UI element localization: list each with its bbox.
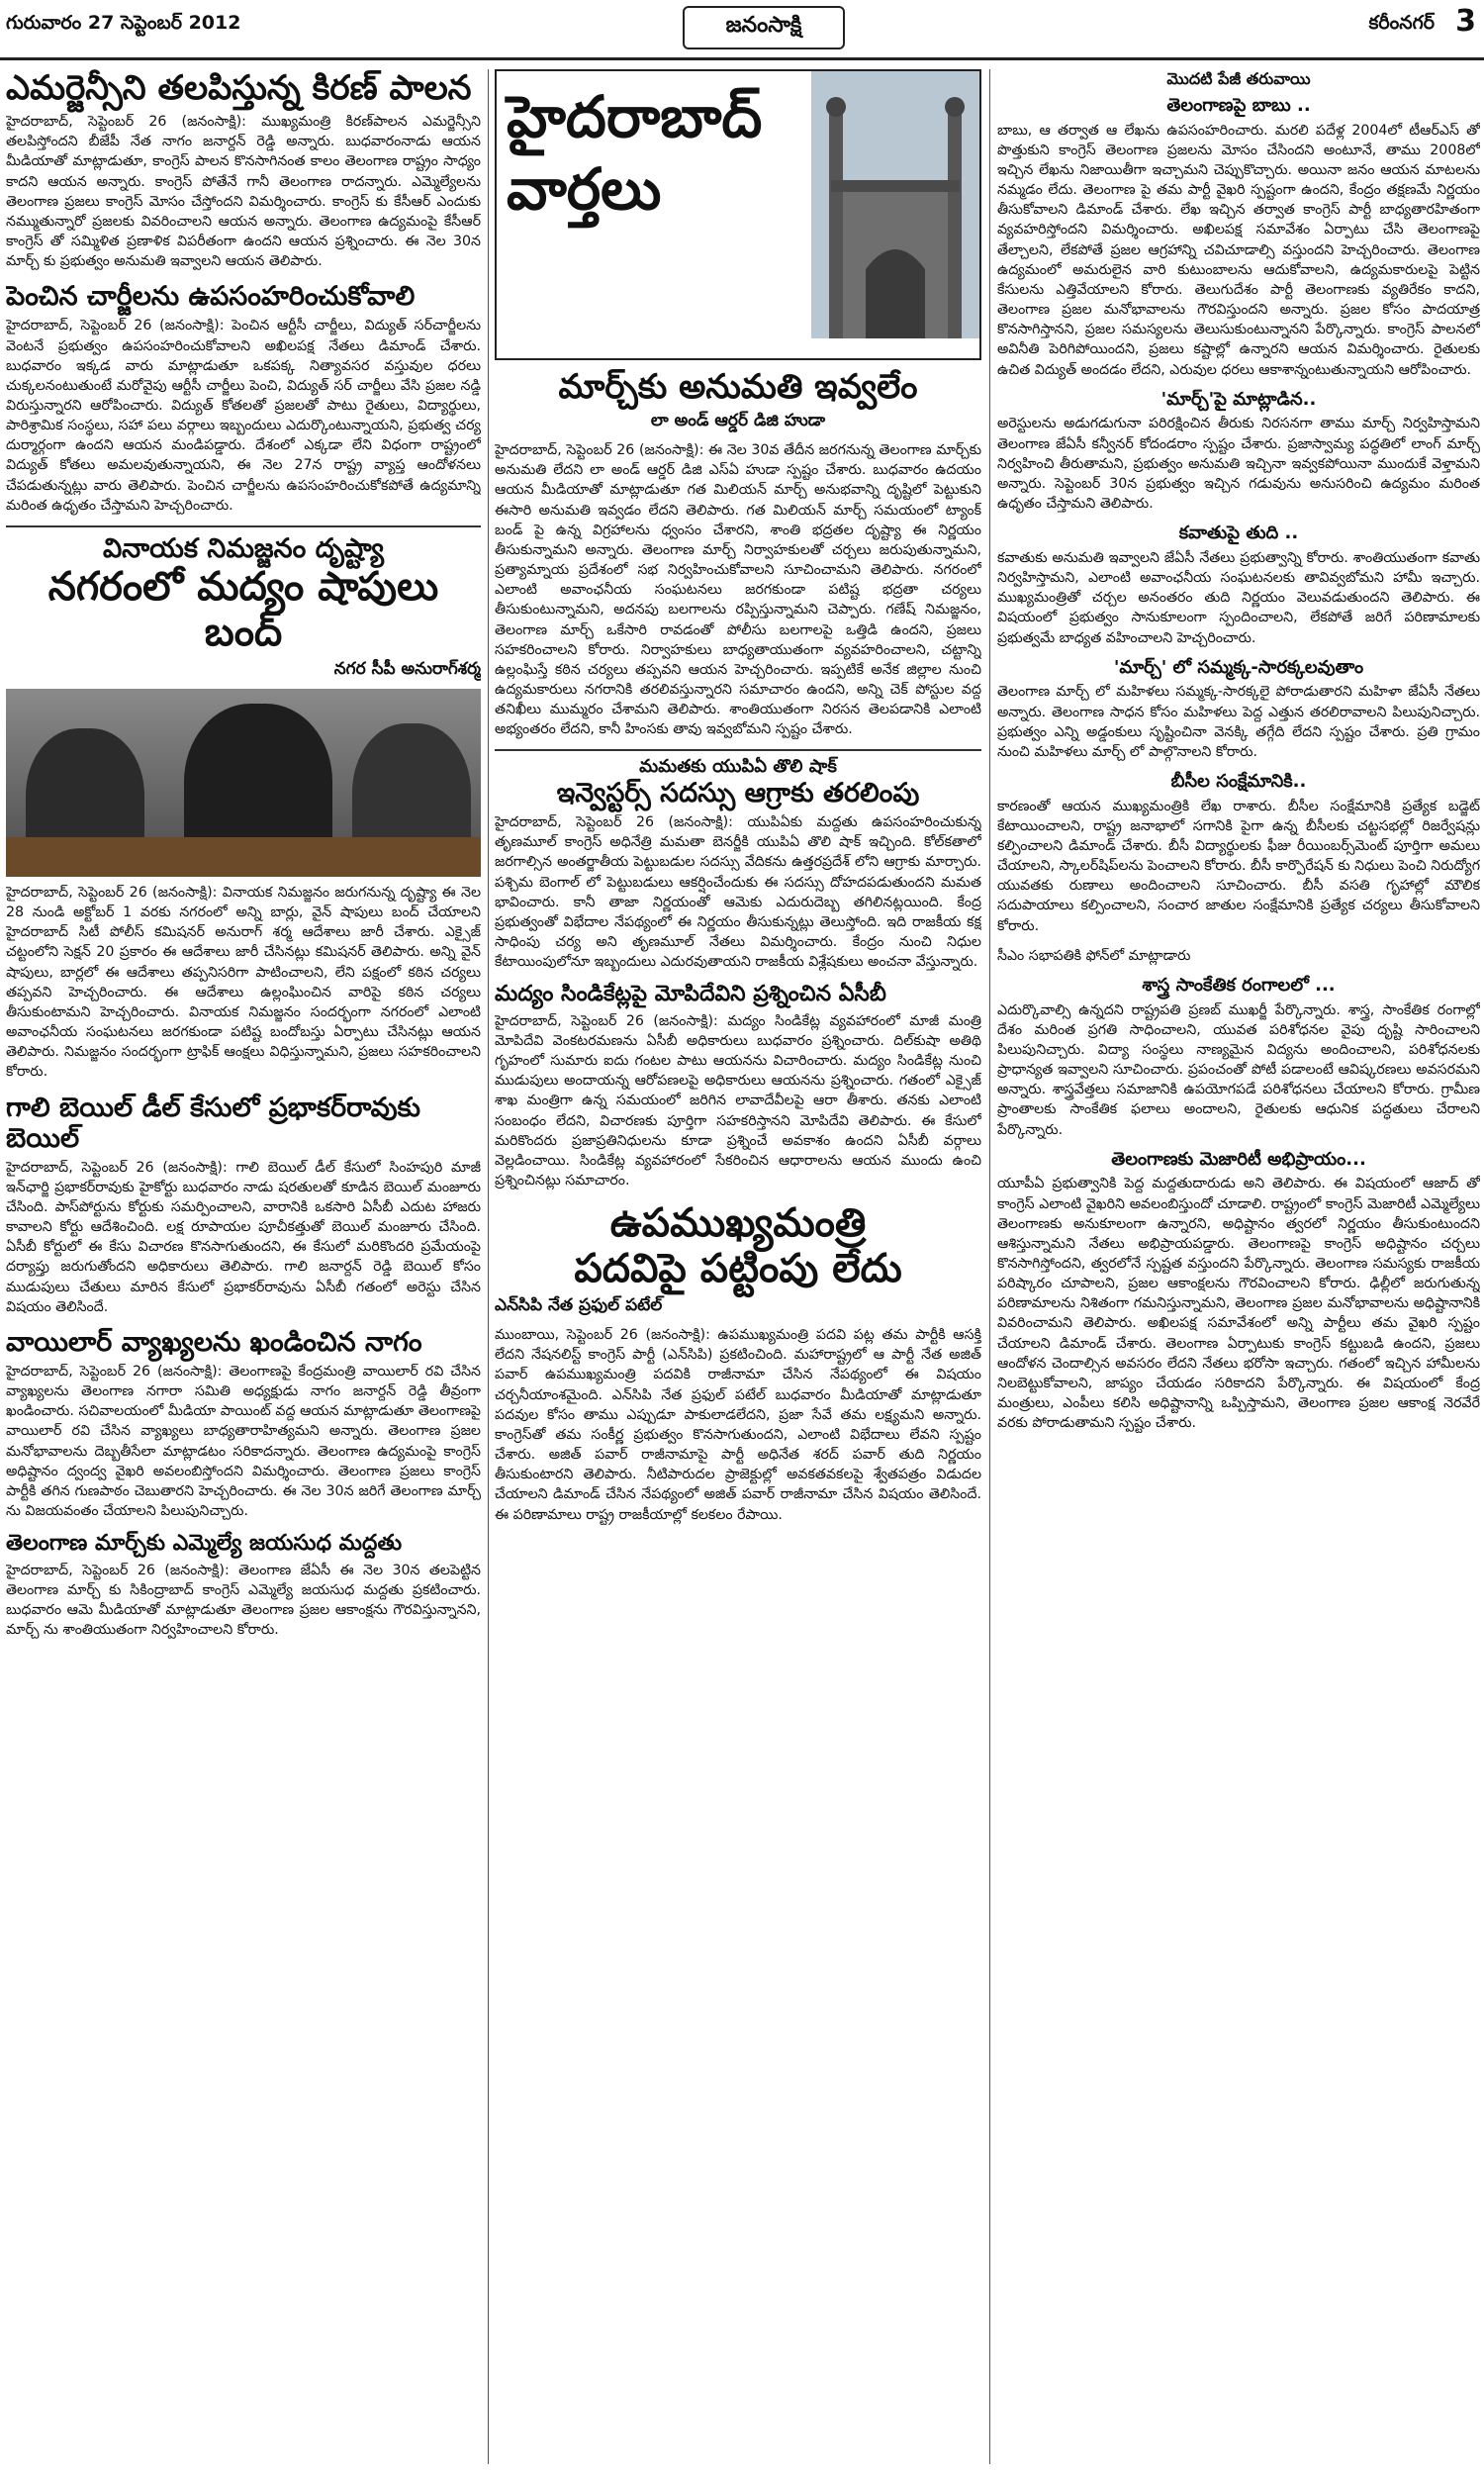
column-divider bbox=[989, 69, 990, 2464]
headline: 'మార్చ్' లో సమ్మక్క-సారక్కలవుతాం bbox=[1113, 656, 1364, 678]
article-body: హైదరాబాద్, సెప్టెంబర్ 26 (జనంసాక్షి): గాలి బెయిల్ డీల్ కేసులో సింహపురి మాజీ ఇన్‌ఛార్జి ప్రభాకర్‌రావుకు హైకోర్టు బుధవారం నాడు షరతులతో కూడిన బెయిల్ మంజూరు చేసింది. పాస్‌పోర్టును కోర్టుకు సమర్పించాలని, వారానికి ఒకసారి ఏసీబీ ఎదుట హాజరు కావాలని కోర్టు ఆదేశించింది. లక్ష రూపాయల పూచీకత్తుతో బెయిల్ మంజూరు చేసింది. ఏసీబీ కోర్టులో ఈ కేసు విచారణ కొనసాగుతుందని, ఈ కేసులో మరికొందరి ప్రమేయంపై దర్యాప్తు జరుగుతోందని అధికారులు తెలిపారు. గాలి జనార్దన్ రెడ్డి బెయిల్ కోసం ముడుపులు చేతులు మారిన కేసులో ప్రభాకర్‌రావును ఏసీబీ గతంలో అరెస్టు చేసిన విషయం తెలిసిందే. bbox=[6, 1159, 481, 1315]
article-note: సీఎం సభాపతికి ఫోన్‌లో మాట్లాడారు bbox=[997, 947, 1191, 964]
charminar-illustration bbox=[811, 71, 979, 338]
headline: తెలంగాణ మార్చ్‌కు ఎమ్మెల్యే జయసుధ మద్దతు bbox=[6, 1531, 403, 1557]
article-body: అరెస్టులను అడుగడుగునా పరిరక్షించిన తీరుకు నిరసనగా తాము మార్చ్ నిర్వహిస్తామని తెలంగాణ జేఏసీ కన్వీనర్ కోదండరాం స్పష్టం చేశారు. ప్రజాస్వామ్య పద్ధతిలో లాంగ్ మార్చ్ నిర్వహించి తీరుతామని, ప్రభుత్వం అనుమతి ఇచ్చినా ఇవ్వకపోయినా ముందుకే వెళ్తామని అన్నారు. సెప్టెంబర్ 30న ప్రభుత్వం ఇచ్చిన గడువును అనుసరించి ఉద్యమం మరింత ఉధృతం చేస్తామని తెలిపారు. bbox=[997, 416, 1480, 513]
headline: ఎమర్జెన్సీని తలపిస్తున్న కిరణ్ పాలన bbox=[6, 69, 472, 108]
article-body: కారణంతో ఆయన ముఖ్యమంత్రికి లేఖ రాశారు. బీసీల సంక్షేమానికి ప్రత్యేక బడ్జెట్ కేటాయించాలని, రాష్ట్ర జనాభాలో సగానికి పైగా ఉన్న బీసీలకు చట్టసభల్లో రిజర్వేషన్లు కల్పించాలని డిమాండ్ చేశారు. బీసీ విద్యార్థులకు ఫీజు రీయింబర్స్‌మెంట్ పూర్తిగా అమలు చేయాలని, స్కాలర్‌షిప్‌లను పెంచాలని కోరారు. బీసీ కార్పొరేషన్ కు నిధులు పెంచి నిరుద్యోగ యువతకు రుణాలు అందించాలని సూచించారు. బీసీ వసతి గృహాల్లో మౌలిక సదుపాయాలు కల్పించాలని, సంచార జాతుల సంక్షేమానికి ప్రత్యేక చర్యలు తీసుకోవాలని కోరారు. bbox=[997, 798, 1480, 934]
issue-date: గురువారం 27 సెప్టెంబర్ 2012 bbox=[6, 12, 241, 34]
newspaper-logo: జనంసాక్షి bbox=[683, 6, 845, 49]
article-body: హైదరాబాద్, సెప్టెంబర్ 26 (జనంసాక్షి): వినాయక నిమజ్జనం జరుగనున్న దృష్ట్యా ఈ నెల 28 నుండి అక్టోబర్ 1 వరకు నగరంలో అన్ని బార్లు, వైన్ షాపులు బంద్ చేయాలని హైదరాబాద్ సిటీ పోలీస్ కమిషనర్ అనురాగ్ శర్మ ఆదేశాలు జారీ చేశారు. ఎక్సైజ్ చట్టంలోని సెక్షన్ 20 ప్రకారం ఈ ఆదేశాలు జారీ చేసినట్లు కమిషనర్ తెలిపారు. అన్ని వైన్ షాపులు, బార్లలో ఈ ఆదేశాలు తప్పనిసరిగా పాటించాలని, లేని పక్షంలో కఠిన చర్యలు తప్పవని హెచ్చరించారు. ఈ ఆదేశాలు ఉల్లంఘించిన వారిపై కఠిన చర్యలు తీసుకుంటామని హెచ్చరించారు. వినాయక నిమజ్జనం సందర్భంగా నగరంలో ఎలాంటి అవాంఛనీయ సంఘటనలు జరగకుండా పటిష్ట బందోబస్తు ఏర్పాటు చేసినట్లు ఆయన తెలిపారు. నిమజ్జనం సందర్భంగా ట్రాఫిక్ ఆంక్షలు విధిస్తున్నామని, ప్రజలు సహకరించాలని కోరారు. bbox=[6, 885, 481, 1081]
headline-kicker: మమతకు యుపిఏ తొలి షాక్ bbox=[639, 756, 837, 778]
headline: 'మార్చ్'పై మాట్లాడిన.. bbox=[1160, 388, 1317, 410]
headline: వాయిలార్ వ్యాఖ్యలను ఖండించిన నాగం bbox=[6, 1326, 422, 1358]
column-right bbox=[997, 69, 1480, 2464]
article-body: కవాతుకు అనుమతి ఇవ్వాలని జేఏసీ నేతలు ప్రభుత్వాన్ని కోరారు. శాంతియుతంగా కవాతు నిర్వహిస్తామని, ఎలాంటి అవాంఛనీయ సంఘటనలకు తావివ్వబోమని హామీ ఇచ్చారు. ముఖ్యమంత్రితో చర్చల అనంతరం తుది నిర్ణయం వెలువడుతుందని తెలిపారు. ఈ విషయంలో ప్రభుత్వం సానుకూలంగా స్పందించాలని, లేకపోతే జరిగే పరిణామాలకు ప్రభుత్వమే బాధ్యత వహించాలని హెచ్చరించారు. bbox=[997, 549, 1480, 646]
headline: బీసీల సంక్షేమానికి.. bbox=[1170, 770, 1307, 792]
edition-city: కరీంనగర్ bbox=[1368, 12, 1435, 34]
column-left bbox=[6, 69, 481, 2464]
byline: లా అండ్ ఆర్డర్ డిజి హుడా bbox=[650, 411, 826, 431]
article-body: హైదరాబాద్, సెప్టెంబర్ 26 (జనంసాక్షి): ఈ నెల 30వ తేదీన జరగనున్న తెలంగాణ మార్చ్‌కు అనుమతి లేదని లా అండ్ ఆర్డర్ డిజి ఎస్‌ఏ హుడా స్పష్టం చేశారు. బుధవారం ఉదయం ఆయన మీడియాతో మాట్లాడుతూ గత మిలియన్ మార్చ్ అనుభవాన్ని దృష్టిలో పెట్టుకుని ఈసారి అనుమతి ఇవ్వడం లేదని తెలిపారు. గత మిలియన్ మార్చ్ సమయంలో ట్యాంక్ బండ్ పై ఉన్న విగ్రహాలను ధ్వంసం చేశారని, శాంతి భద్రతల దృష్ట్యా ఈ నిర్ణయం తీసుకున్నామని అన్నారు. తెలంగాణ మార్చ్ నిర్వాహకులతో చర్చలు జరుపుతున్నామని, ప్రత్యామ్నాయ ప్రదేశంలో సభ నిర్వహించుకోవాలని సూచించామని తెలిపారు. నగరంలో ఎలాంటి అవాంఛనీయ సంఘటనలు జరగకుండా పటిష్ట భద్రతా చర్యలు తీసుకుంటున్నామని, అదనపు బలగాలను రప్పిస్తున్నామని చెప్పారు. గణేష్ నిమజ్జనం, తెలంగాణ మార్చ్ ఒకేసారి రావడంతో పోలీసు బలగాలపై ఒత్తిడి ఉందని, ప్రజలు సహకరించాలని కోరారు. నిర్వాహకులు బాధ్యతాయుతంగా వ్యవహరించాలని, చట్టాన్ని ఉల్లంఘిస్తే కఠిన చర్యలు తప్పవని ఆయన హెచ్చరించారు. ఇప్పటికే అనేక జిల్లాల నుంచి ఉద్యమకారులు నగరానికి తరలివస్తున్నారని సమాచారం ఉందని, అన్ని చెక్ పోస్టుల వద్ద తనిఖీలు ముమ్మరం చేశామని తెలిపారు. శాంతియుతంగా నిరసన తెలపడానికి ఎలాంటి అభ్యంతరం లేదని, కానీ హింసకు తావు ఇవ్వబోమని స్పష్టం చేశారు. bbox=[495, 442, 981, 738]
byline: నగర సీపీ అనురాగ్‌శర్మ bbox=[333, 659, 481, 679]
article-body: హైదరాబాద్, సెప్టెంబర్ 26 (జనంసాక్షి): తెలంగాణ జేఏసీ ఈ నెల 30న తలపెట్టిన తెలంగాణ మార్చ్ కు సికింద్రాబాద్ కాంగ్రెస్ ఎమ్మెల్యే జయసుధ మద్దతు ప్రకటించారు. బుధవారం ఆమె మీడియాతో మాట్లాడుతూ తెలంగాణ ప్రజల ఆకాంక్షను గౌరవిస్తున్నానని, మార్చ్ ను శాంతియుతంగా నిర్వహించాలని కోరారు. bbox=[6, 1562, 481, 1638]
page-number: 3 bbox=[1455, 4, 1476, 39]
article-body: హైదరాబాద్, సెప్టెంబర్ 26 (జనంసాక్షి): మద్యం సిండికేట్ల వ్యవహారంలో మాజీ మంత్రి మోపిదేవి వెంకటరమణను ఏసీబీ అధికారులు బుధవారం ప్రశ్నించారు. దిల్‌కుషా అతిథి గృహంలో సుమారు ఐదు గంటల పాటు ఆయనను విచారించారు. మద్యం సిండికేట్ల నుంచి ముడుపులు అందాయన్న ఆరోపణలపై అధికారులు ఆయనను ప్రశ్నించారు. గతంలో ఎక్సైజ్ శాఖ మంత్రిగా ఉన్న సమయంలో జరిగిన లావాదేవీలపై ఆరా తీశారు. తనకు ఎలాంటి సంబంధం లేదని, విచారణకు పూర్తిగా సహకరిస్తానని మోపిదేవి తెలిపారు. ఈ కేసులో మరికొందరు ప్రజాప్రతినిధులను కూడా ప్రశ్నించే అవకాశం ఉందని ఏసీబీ వర్గాలు వెల్లడించాయి. సిండికేట్ల వ్యవహారంలో సేకరించిన ఆధారాలను ఆయన ముందు ఉంచి ప్రశ్నించినట్లు సమాచారం. bbox=[495, 1012, 981, 1189]
article-body: తెలంగాణ మార్చ్ లో మహిళలు సమ్మక్క-సారక్కలై పోరాడుతారని మహిళా జేఏసీ నేతలు అన్నారు. తెలంగాణ సాధన కోసం మహిళలు పెద్ద ఎత్తున తరలిరావాలని పిలుపునిచ్చారు. ప్రభుత్వం ఎన్ని అడ్డంకులు సృష్టించినా వెనక్కి తగ్గేది లేదని స్పష్టం చేశారు. ప్రతి గ్రామం నుంచి మహిళలు మార్చ్ లో పాల్గొనాలని కోరారు. bbox=[997, 684, 1480, 760]
headline: తెలంగాణకు మెజారిటీ అభిప్రాయం... bbox=[1111, 1148, 1366, 1170]
headline: కవాతుపై తుది .. bbox=[1178, 523, 1299, 544]
headline: పదవిపై పట్టింపు లేదు bbox=[574, 1246, 902, 1292]
headline: ఉపముఖ్యమంత్రి bbox=[609, 1200, 867, 1247]
headline-kicker: వినాయక నిమజ్జనం దృష్ట్యా bbox=[102, 532, 385, 564]
byline: ఎన్‌సిపి నేత ప్రఫుల్ పటేల్ bbox=[495, 1295, 663, 1316]
headline: మద్యం సిండికేట్లపై మోపిదేవిని ప్రశ్నించిన ఏసీబీ bbox=[495, 982, 886, 1007]
section-banner-title: హైదరాబాద్ వార్తలు bbox=[507, 83, 763, 223]
continuation-label: మొదటి పేజీ తరువాయి bbox=[1166, 69, 1311, 88]
headline: పెంచిన చార్జీలను ఉపసంహరించుకోవాలి bbox=[6, 281, 416, 313]
article-body: ఎదుర్కొవాల్సి ఉన్నదని రాష్ట్రపతి ప్రణబ్ ముఖర్జీ పేర్కొన్నారు. శాస్త్ర, సాంకేతిక రంగాల్లో దేశం మరింత ప్రగతి సాధించాలని, యువత పరిశోధనల వైపు దృష్టి సారించాలని పిలుపునిచ్చారు. విద్యా సంస్థలు నాణ్యమైన విద్యను అందించాలని, పరిశోధనలకు ప్రాధాన్యత ఇవ్వాలని సూచించారు. ప్రపంచంతో పోటీ పడాలంటే ఆవిష్కరణలు అవసరమని అన్నారు. శాస్త్రవేత్తలు సమాజానికి ఉపయోగపడే పరిశోధనలు చేయాలని కోరారు. గ్రామీణ ప్రాంతాలకు సాంకేతిక ఫలాలు అందాలని, రైతులకు ఆధునిక పద్ధతులు చేరాలని పేర్కొన్నారు. bbox=[997, 1001, 1480, 1138]
article-body: బాబు, ఆ తర్వాత ఆ లేఖను ఉపసంహరించారు. మరలి పదేళ్ల 2004లో టీఆర్ఎస్ తో పొత్తుకుని కాంగ్రెస్ తెలంగాణ ప్రజలను మోసం చేసిందని అంటూనే, తాము 2008లో ఇచ్చిన లేఖను నిజాయితీగా ఇచ్చామని చెప్పుకొచ్చారు. అయినా జనం ఆయన మాటలను నమ్మడం లేదు. తెలంగాణ పై తమ పార్టీ వైఖరి స్పష్టంగా ఉందని, కేంద్రం తక్షణమే నిర్ణయం తీసుకోవాలని డిమాండ్ చేశారు. లేఖ ఇచ్చిన తర్వాత కాంగ్రెస్ పార్టీ బాధ్యతారహితంగా వ్యవహరిస్తోందని విమర్శించారు. అఖిలపక్ష సమావేశం ఏర్పాటు చేసి తెలంగాణపై తేల్చాలని, లేకపోతే ప్రజల ఆగ్రహాన్ని చవిచూడాల్సి వస్తుందని హెచ్చరించారు. తెలంగాణ ఉద్యమంలో అమరులైన వారి కుటుంబాలను ఆదుకోవాలని, ఉద్యమకారులపై పెట్టిన కేసులను ఎత్తివేయాలని కోరారు. తెలుగుదేశం పార్టీ తెలంగాణకు వ్యతిరేకం కాదని, తెలంగాణ ప్రజల మనోభావాలను గౌరవిస్తుందని అన్నారు. ప్రజల కోసం పాదయాత్ర కొనసాగిస్తానని, ప్రజల సమస్యలను తెలుసుకుంటున్నానని పేర్కొన్నారు. కాంగ్రెస్ పాలనలో అవినీతి పెరిగిపోయిందని, ప్రజలు కష్టాల్లో ఉన్నారని ఆయన విమర్శించారు. రైతులకు ఉచిత విద్యుత్ అందడం లేదని, ఎరువుల ధరలు ఆకాశాన్నంటుతున్నాయని ఆరోపించారు. bbox=[997, 122, 1480, 378]
headline: శాస్త్ర సాంకేతిక రంగాలలో ... bbox=[1142, 974, 1336, 996]
headline: ఇన్వెస్టర్స్ సదస్సు ఆగ్రాకు తరలింపు bbox=[556, 778, 920, 809]
article-body: హైదరాబాద్, సెప్టెంబర్ 26 (జనంసాక్షి): ముఖ్యమంత్రి కిరణ్‌పాలన ఎమర్జెన్సీని తలపిస్తోందని బీజేపీ నేత నాగం జనార్దన్ రెడ్డి అన్నారు. బుధవారంనాడు ఆయన మీడియాతో మాట్లాడుతూ, కాంగ్రెస్ పాలన కొనసాగినంత కాలం తెలంగాణ రాష్ట్రం సాధ్యం కాదని ఆయన అన్నారు. కాంగ్రెస్ పోతేనే గానీ తెలంగాణ రాదన్నారు. ఎమ్మెల్యేలను తెలంగాణ ప్రజలు కాంగ్రెస్ మోసం చేస్తోందని విమర్శించారు. కాంగ్రెస్ కు కేసీఆర్ ఎందుకు నమ్ముతున్నారో ప్రజలకు వివరించాలని ఆయన అన్నారు. తెలంగాణ ఉద్యమంపై కేసీఆర్ కాంగ్రెస్ తో సమ్మిళిత ప్రణాళిక విపరీతంగా ఉందని ఆయన ప్రశ్నించారు. ఈ నెల 30న మార్చ్ కు ప్రభుత్వం అనుమతి ఇవ్వాలని ఆయన తెలిపారు. bbox=[6, 114, 481, 270]
divider bbox=[6, 525, 481, 527]
headline: నగరంలో మద్యం షాపులు బంద్ bbox=[47, 564, 439, 655]
column-middle bbox=[495, 69, 981, 2464]
news-photo bbox=[6, 689, 481, 877]
article-body: హైదరాబాద్, సెప్టెంబర్ 26 (జనంసాక్షి): తెలంగాణపై కేంద్రమంత్రి వాయిలార్ రవి చేసిన వ్యాఖ్యలను తెలంగాణ నగారా సమితి అధ్యక్షుడు నాగం జనార్దన్ రెడ్డి తీవ్రంగా ఖండించారు. సచివాలయంలో మీడియా పాయింట్ వద్ద ఆయన మాట్లాడుతూ తెలంగాణపై వాయిలార్ రవి చేసిన వ్యాఖ్యలు బాధ్యతారాహిత్యమని అన్నారు. తెలంగాణ ప్రజల మనోభావాలను దెబ్బతీసేలా మాట్లాడటం సరికాదన్నారు. తెలంగాణ ఉద్యమంపై కాంగ్రెస్ అధిష్టానం ద్వంద్వ వైఖరి అవలంబిస్తోందని విమర్శించారు. తెలంగాణ ప్రజలు కాంగ్రెస్ పార్టీకి తగిన గుణపాఠం చెబుతారని హెచ్చరించారు. ఈ నెల 30న జరిగే తెలంగాణ మార్చ్ ను విజయవంతం చేయాలని పిలుపునిచ్చారు. bbox=[6, 1363, 481, 1520]
headline: గాలి బెయిల్ డీల్ కేసులో ప్రభాకర్‌రావుకు బెయిల్ bbox=[6, 1092, 420, 1154]
article-body: హైదరాబాద్, సెప్టెంబర్ 26 (జనంసాక్షి): పెంచిన ఆర్టీసీ చార్జీలు, విద్యుత్ సర్‌చార్జీలను వెంటనే ప్రభుత్వం ఉపసంహరించుకోవాలని అఖిలపక్ష నేతలు డిమాండ్ చేశారు. బుధవారం ఇక్కడ వారు మాట్లాడుతూ ఒకపక్క నిత్యావసర వస్తువుల ధరలు చుక్కలనంటుతుంటే మరోవైపు ఆర్టీసీ చార్జీలు పెంచి, విద్యుత్ సర్ చార్జీలు వేసి ప్రజల నడ్డి విరుస్తున్నారని ఆరోపించారు. విద్యుత్ కోతలతో ప్రజలతో పాటు రైతులు, విద్యార్థులు, పారిశ్రామిక సంస్థలు, సహా పలు వర్గాలు ఇబ్బందులు ఎదుర్కొంటున్నాయని, ప్రభుత్వ చర్య దుర్మార్గంగా ఉందని ఆయన మండిపడ్డారు. దేశంలో ఎక్కడా లేని విధంగా రాష్ట్రంలో విద్యుత్ కోతలు అమలవుతున్నాయని, ఈ నెల 27న రాష్ట్ర వ్యాప్త ఆందోళనలు చేపడుతున్నట్లు వారు తెలిపారు. పెంచిన చార్జీలను ఉపసంహరించుకోకపోతే ఉద్యమాన్ని మరింత ఉధృతం చేస్తామని హెచ్చరించారు. bbox=[6, 318, 481, 514]
article-body: యూపీఏ ప్రభుత్వానికి పెద్ద మద్దతుదారుడు అని తెలిపారు. ఈ విషయంలో ఆజాద్ తో కాంగ్రెస్ ఎలాంటి వైఖరిని అవలంబిస్తుందో చూడాలి. రాష్ట్రంలో కాంగ్రెస్ మెజారిటీ ఎమ్మెల్యేలు తెలంగాణకు అనుకూలంగా ఉన్నారని, అధిష్టానం త్వరలో నిర్ణయం తీసుకుంటుందని ఆశిస్తున్నామని నేతలు అభిప్రాయపడ్డారు. తెలంగాణపై కాంగ్రెస్ అధిష్టానం చర్చలు కొనసాగిస్తోందని, త్వరలోనే స్పష్టత వస్తుందని పేర్కొన్నారు. తెలంగాణ సమస్యకు రాజకీయ పరిష్కారం చూపాలని, ప్రజల ఆకాంక్షలను గౌరవించాలని కోరారు. ఢిల్లీలో జరుగుతున్న పరిణామాలను నిశితంగా గమనిస్తున్నామని, తెలంగాణ ప్రజల మనోభావాలను అధిష్టానానికి వివరించామని తెలిపారు. అఖిలపక్ష సమావేశంలో అన్ని పార్టీలు తమ వైఖరి స్పష్టం చేయాలని డిమాండ్ చేశారు. తెలంగాణ ఏర్పాటుకు కాంగ్రెస్ కట్టుబడి ఉందని, ప్రజలు ఆందోళన చెందాల్సిన అవసరం లేదని నేతలు భరోసా ఇచ్చారు. గతంలో ఇచ్చిన హామీలను నిలబెట్టుకోవాలని, జాప్యం చేయడం సరికాదని పేర్కొన్నారు. ఈ విషయంలో కేంద్ర మంత్రులు, ఎంపీలు కలిసి అధిష్టానాన్ని ఒప్పిస్తామని, తెలంగాణ ప్రజల ఆకాంక్ష నెరవేరే వరకు పోరాడుతామని స్పష్టం చేశారు. bbox=[997, 1176, 1480, 1432]
headline: తెలంగాణపై బాబు .. bbox=[1166, 95, 1311, 116]
section-banner bbox=[495, 69, 981, 360]
article-body: హైదరాబాద్, సెప్టెంబర్ 26 (జనంసాక్షి): యుపిఏకు మద్దతు ఉపసంహరించుకున్న తృణమూల్ కాంగ్రెస్ అధినేత్రి మమతా బెనర్జీకి యుపిఏ తొలి షాక్ ఇచ్చింది. కోల్‌కతాలో జరగాల్సిన అంతర్జాతీయ పెట్టుబడుల సదస్సు వేదికను ఉత్తరప్రదేశ్ లోని ఆగ్రాకు మార్చారు. పశ్చిమ బెంగాల్ లో పెట్టుబడులు ఆకర్షించేందుకు ఈ సదస్సు దోహదపడుతుందని మమత భావించారు. కానీ తాజా నిర్ణయంతో ఆమెకు ఎదురుదెబ్బ తగిలినట్లయింది. కేంద్ర ప్రభుత్వంతో విభేదాల నేపథ్యంలో ఈ నిర్ణయం తీసుకున్నట్లు తెలుస్తోంది. ఇది రాజకీయ కక్ష సాధింపు చర్య అని తృణమూల్ నేతలు విమర్శించారు. కేంద్రం నుంచి నిధుల కేటాయింపులోనూ ఇబ్బందులు ఎదురవుతాయని రాజకీయ విశ్లేషకులు అంచనా వేస్తున్నారు. bbox=[495, 814, 981, 971]
headline: మార్చ్‌కు అనుమతి ఇవ్వలేం bbox=[558, 367, 918, 407]
article-body: ముంబాయి, సెప్టెంబర్ 26 (జనంసాక్షి): ఉపముఖ్యమంత్రి పదవి పట్ల తమ పార్టీకి ఆసక్తి లేదని నేషనలిస్ట్ కాంగ్రెస్ పార్టీ (ఎన్‌సిపి) ప్రకటించింది. మహారాష్ట్రలో ఆ పార్టీ నేత అజిత్ పవార్ ఉపముఖ్యమంత్రి పదవికి రాజీనామా చేసిన నేపథ్యంలో ఈ విషయం చర్చనీయాంశమైంది. ఎన్‌సిపి నేత ప్రఫుల్ పటేల్ బుధవారం మీడియాతో మాట్లాడుతూ పదవుల కోసం తాము ఎప్పుడూ పాకులాడలేదని, ప్రజా సేవే తమ లక్ష్యమని అన్నారు. కాంగ్రెస్‌తో తమ సంకీర్ణ ప్రభుత్వం కొనసాగుతుందని, ఎలాంటి విభేదాలు లేవని స్పష్టం చేశారు. అజిత్ పవార్ రాజీనామాపై పార్టీ అధినేత శరద్ పవార్ తుది నిర్ణయం తీసుకుంటారని తెలిపారు. నీటిపారుదల ప్రాజెక్టుల్లో అవకతవకలపై శ్వేతపత్రం విడుదల చేయాలని డిమాండ్ చేసిన నేపథ్యంలో అజిత్ పవార్ రాజీనామా చేసిన విషయం తెలిసిందే. ఈ పరిణామాలు రాష్ట్ర రాజకీయాల్లో కలకలం రేపాయి. bbox=[495, 1327, 981, 1523]
divider bbox=[495, 749, 981, 751]
column-divider bbox=[488, 69, 489, 2464]
masthead bbox=[0, 0, 1484, 60]
